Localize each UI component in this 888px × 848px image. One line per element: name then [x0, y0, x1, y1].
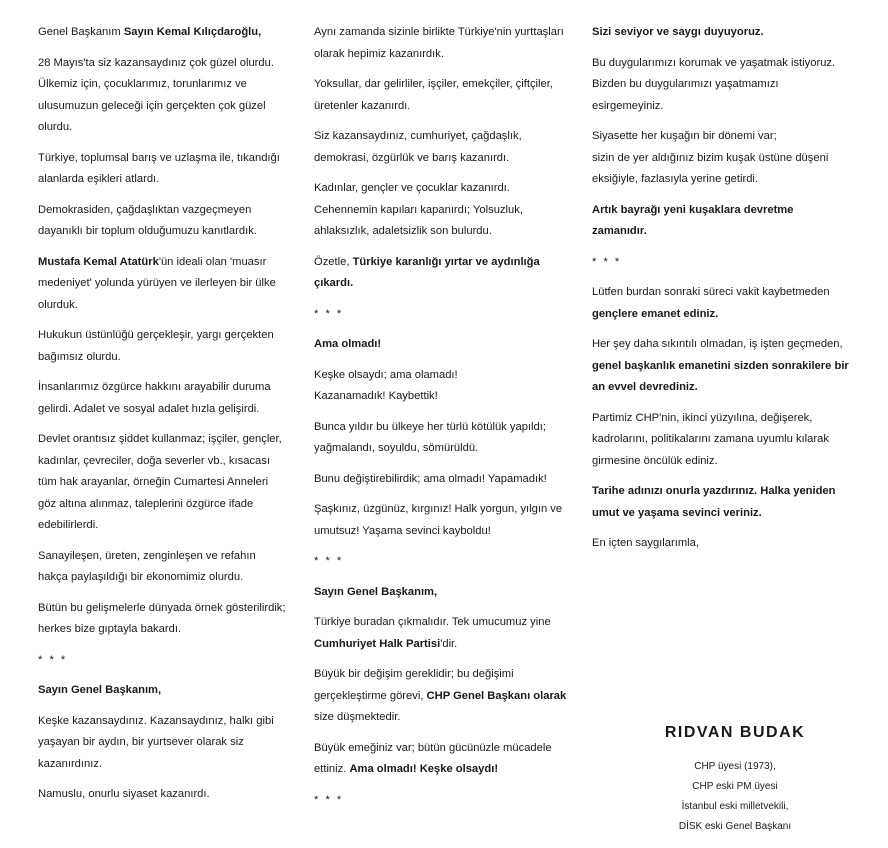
paragraph [314, 551, 572, 573]
text-segment: Kadınlar, gençler ve çocuklar kazanırdı. Cehennemin kapıları kapanırdı; Yolsuzluk, ahlaksızlık, adaletsizlik son bulurdu. [314, 182, 523, 237]
text-segment: Keşke kazansaydınız. Kazansaydınız, halkı gibi yaşayan bir aydın, bir yurtsever olarak siz kazanırdınız. [38, 714, 274, 770]
text-segment: Bütün bu gelişmelerle dünyada örnek gösterilirdik; herkes bize gıptayla bakardı. [38, 601, 286, 635]
bold-text: Sizi seviyor ve saygı duyuyoruz. [592, 26, 764, 38]
paragraph [38, 650, 288, 672]
paragraph [314, 304, 572, 326]
bold-text: Ama olmadı! [314, 338, 382, 350]
paragraph [314, 582, 572, 604]
text-segment: * * * [314, 555, 344, 567]
paragraph [38, 252, 288, 317]
bold-text: Ama olmadı! Keşke olsaydı! [349, 763, 499, 775]
bold-text: Mustafa Kemal Atatürk [38, 255, 159, 268]
bold-text: Cumhuriyet Halk Partisi [314, 637, 441, 650]
text-segment: size düşmektedir. [314, 711, 401, 723]
text-segment: 'ün ideali olan 'muasır medeniyet' yolunda yürüyen ve ilerleyen bir ülke olurduk. [38, 255, 276, 311]
paragraph [592, 481, 850, 524]
bold-text: Sayın Genel Başkanım, [314, 585, 438, 598]
paragraph [592, 22, 850, 44]
paragraph [314, 469, 572, 491]
text-segment: Siz kazansaydınız, cumhuriyet, çağdaşlık, demokrasi, özgürlük ve barış kazanırdı. [314, 130, 522, 164]
signature-line-pm: CHP eski PM üyesi [692, 781, 778, 792]
bold-text: Tarihe adınızı onurla yazdırınız. Halka yeniden umut ve yaşama sevinci veriniz. [592, 485, 836, 519]
text-segment: * * * [314, 793, 344, 806]
bold-text: gençlere emanet ediniz. [592, 307, 719, 320]
paragraph [592, 334, 850, 399]
text-segment: Yoksullar, dar gelirliler, işçiler, emekçiler, çiftçiler, üretenler kazanırdı. [314, 78, 553, 112]
paragraph [38, 200, 288, 243]
paragraph [314, 738, 572, 781]
text-segment: 28 Mayıs'ta siz kazansaydınız çok güzel olurdu. Ülkemiz için, çocuklarımız, torunlarımız ve ulusumuzun geleceği için gerçekten çok güzel olurdu. [38, 56, 274, 133]
text-segment: Bu duygularımızı korumak ve yaşatmak istiyoruz. Bizden bu duygularımızı yaşatmamızı esirgemeyiniz. [592, 56, 836, 112]
text-segment: Partimiz CHP'nin, ikinci yüzyılına, değişerek, kadrolarını, politikalarını zamana uyumlu kılarak girmesine öncülük ediniz. [592, 411, 829, 467]
paragraph [314, 74, 572, 117]
paragraph [592, 53, 850, 118]
text-segment: Lütfen burdan sonraki süreci vakit kaybetmeden [592, 286, 830, 298]
text-segment: Namuslu, onurlu siyaset kazanırdı. [38, 788, 210, 800]
signature-line-membership: CHP üyesi (1973), [694, 761, 776, 772]
text-segment: İnsanlarımız özgürce hakkını arayabilir duruma gelirdi. Adalet ve sosyal adalet hızla gelişirdi. [38, 381, 271, 415]
signature-line-mp: İstanbul eski milletvekili, [681, 801, 789, 812]
bold-text: CHP Genel Başkanı olarak [426, 689, 567, 702]
paragraph [314, 612, 572, 655]
signature-line-disk: DİSK eski Genel Başkanı [678, 821, 792, 832]
text-segment: Sanayileşen, üreten, zenginleşen ve refahın hakça paylaşıldığı bir ekonomimiz olurdu. [38, 549, 256, 583]
text-segment: Keşke olsaydı; ama olamadı! [314, 368, 458, 381]
paragraph [38, 148, 288, 191]
text-segment: * * * [314, 307, 344, 320]
column-2 [314, 22, 572, 820]
paragraph [38, 784, 288, 806]
paragraph [38, 325, 288, 368]
paragraph [38, 429, 288, 537]
paragraph [314, 22, 572, 65]
paragraph [314, 252, 572, 295]
text-segment: Büyük emeğiniz var; bütün gücünüzle mücadele ettiniz. [314, 741, 552, 775]
text-segment: * * * [38, 653, 68, 666]
text-segment: Türkiye buradan çıkmalıdır. Tek umucumuz yine [314, 616, 551, 628]
text-segment: Genel Başkanım [38, 26, 124, 38]
column-3 [592, 22, 850, 564]
paragraph [592, 408, 850, 473]
paragraph [314, 365, 572, 408]
bold-text: Sayın Kemal Kılıçdaroğlu, [123, 26, 262, 38]
text-segment: Türkiye, toplumsal barış ve uzlaşma ile, tıkandığı alanlarda eşikleri atlardı. [38, 151, 280, 185]
paragraph [592, 282, 850, 325]
text-segment: En içten saygılarımla, [592, 537, 699, 549]
text-segment: Aynı zamanda sizinle birlikte Türkiye'nin yurttaşları olarak hepimiz kazanırdık. [314, 26, 564, 60]
signature-block [635, 721, 835, 837]
paragraph [592, 200, 850, 243]
bold-text: Türkiye karanlığı yırtar ve aydınlığa çıkardı. [314, 255, 540, 289]
text-segment: Devlet orantısız şiddet kullanmaz; işçiler, gençler, kadınlar, çevreciler, doğa severler vb., kısacası tüm hak arayanlar, örneğin Cumartesi Anneleri göz altına alınmaz, taleplerini özgürce ifade edebilirlerdi. [38, 433, 282, 531]
text-segment: Bunu değiştirebilirdik; ama olmadı! Yapamadık! [314, 472, 547, 485]
paragraph [38, 711, 288, 776]
paragraph [592, 252, 850, 274]
signature-name: RIDVAN BUDAK [664, 724, 806, 741]
text-segment: Siyasette her kuşağın bir dönemi var; [592, 130, 777, 142]
paragraph [314, 334, 572, 356]
text-segment: Demokrasiden, çağdaşlıktan vazgeçmeyen dayanıklı bir toplum olduğumuzu kanıtlardık. [38, 203, 257, 237]
paragraph [314, 790, 572, 812]
text-segment: 'dir. [440, 637, 458, 650]
text-segment: * * * [592, 255, 622, 268]
paragraph [314, 417, 572, 460]
paragraph [38, 377, 288, 420]
text-segment: Bunca yıldır bu ülkeye her türlü kötülük yapıldı; yağmalandı, soyuldu, sömürüldü. [314, 420, 546, 454]
bold-text: Artık bayrağı yeni kuşaklara devretme zamanıdır. [592, 203, 794, 237]
paragraph [592, 126, 850, 191]
text-segment: Hukukun üstünlüğü gerçekleşir, yargı gerçekten bağımsız olurdu. [38, 329, 274, 363]
text-segment: Büyük bir değişim gereklidir; bu değişimi gerçekleştirme görevi, [314, 668, 514, 702]
column-1 [38, 22, 288, 815]
paragraph [38, 546, 288, 589]
paragraph [314, 178, 572, 243]
text-segment: Şaşkınız, üzgünüz, kırgınız! Halk yorgun, yılgın ve umutsuz! Yaşama sevinci kayboldu! [314, 503, 563, 537]
text-segment: Kazanamadık! Kaybettik! [314, 390, 438, 402]
paragraph [38, 598, 288, 641]
paragraph [314, 499, 572, 542]
paragraph [592, 533, 850, 555]
text-segment: Özetle, [314, 255, 353, 268]
paragraph [314, 126, 572, 169]
text-segment: sizin de yer aldığınız bizim kuşak üstüne düşeni eksiğiyle, fazlasıyla yerine getirdi. [592, 151, 829, 185]
paragraph [38, 53, 288, 139]
bold-text: genel başkanlık emanetini sizden sonrakilere bir an evvel devrediniz. [592, 359, 849, 393]
bold-text: Sayın Genel Başkanım, [38, 684, 162, 696]
paragraph [38, 22, 288, 44]
text-segment: Her şey daha sıkıntılı olmadan, iş işten geçmeden, [592, 338, 843, 350]
paragraph [38, 680, 288, 702]
paragraph [314, 664, 572, 729]
